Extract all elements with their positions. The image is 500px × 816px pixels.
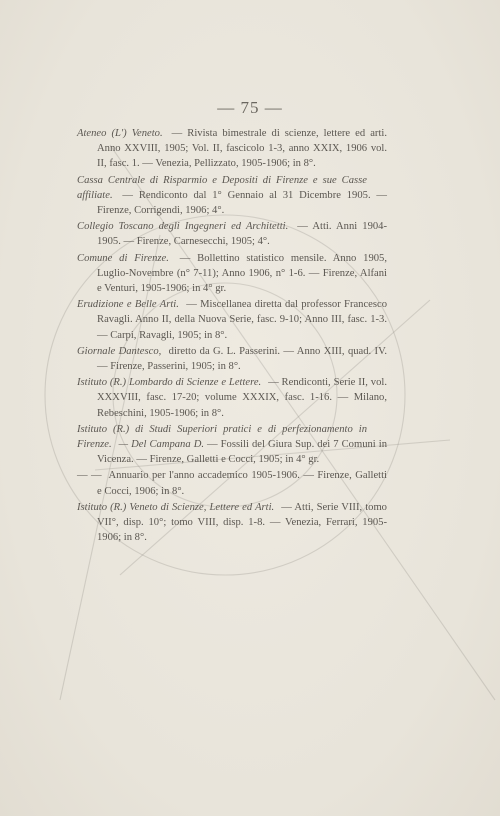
entry-body: — Fossili del Giura Sup. dei 7 Comuni in Vicenza. — Firenze, Galletti e Cocci, 1905; in 4° gr. [97,439,388,466]
entry-heading: — — [77,470,102,482]
entry-body: — Miscellanea diretta dal professor Francesco Ravagli. Anno II, della Nuova Serie, fasc. 9-10; Anno III, fasc. 1-3. — Carpi, Ravagli, 1905; in 8°. [97,299,388,341]
page-number: — 75 — [217,98,283,117]
bibliography-list [77,126,387,546]
bibliography-entry [77,251,387,297]
entry-body: — Atti, Serie VIII, tomo VII°, disp. 10°; tomo VIII, disp. 1-8. — Venezia, Ferrari, 1905-1906; in 8°. [97,501,387,544]
entry-heading: Istituto (R.) Veneto di Scienze, Lettere ed Arti. [77,501,275,513]
entry-heading: Istituto (R.) di Studi Superiori pratici e di perfezionamento in Firenze. [77,423,367,451]
entry-heading: Comune di Firenze. [77,252,169,264]
entry-author: — Del Campana D. [115,439,204,451]
bibliography-entry [77,219,387,249]
bibliography-entry [77,500,387,546]
entry-heading: Giornale Dantesco, [77,345,162,357]
entry-heading: Cassa Centrale di Risparmio e Depositi di Firenze e sue Casse affiliate. [77,174,367,201]
bibliography-entry [77,375,387,421]
entry-heading: Collegio Toscano degli Ingegneri ed Architetti. [77,221,289,233]
bibliography-entry [77,297,387,343]
bibliography-entry [77,468,387,498]
entry-heading: Ateneo (L') Veneto. [77,128,163,139]
bibliography-entry [77,126,387,172]
entry-body: — Atti. Anni 1904-1905. — Firenze, Carnesecchi, 1905; 4°. [97,221,387,248]
bibliography-entry [77,173,387,219]
bibliography-entry [77,422,387,468]
entry-body: Annuario per l'anno accademico 1905-1906. — Firenze, Galletti e Cocci, 1906; in 8°. [97,470,388,497]
entry-body: — Rendiconti, Serie II, vol. XXXVIII, fasc. 17-20; volume XXXIX, fasc. 1-16. — Milano, Rebeschini, 1905-1906; in 8°. [97,377,387,419]
bibliography-entry [77,344,387,374]
entry-body: — Rivista bimestrale di scienze, lettere ed arti. Anno XXVIII, 1905; Vol. II, fascicolo 1-3, anno XXIX, 1906 vol. II, fasc. 1. — Venezia, Pellizzato, 1905-1906; in 8°. [97,128,387,170]
entry-body: — Bollettino statistico mensile. Anno 1905, Luglio-Novembre (n° 7-11); Anno 1906, n° 1-6. — Firenze, Alfani e Venturi, 1905-1906; in 4° gr. [97,252,387,295]
entry-body: diretto da G. L. Passerini. — Anno XIII, quad. IV. — Firenze, Passerini, 1905; in 8°. [97,345,388,373]
entry-heading: Erudizione e Belle Arti. [77,299,179,311]
entry-heading: Istituto (R.) Lombardo di Scienze e Lettere. [77,377,262,389]
entry-body: — Rendiconto dal 1° Gennaio al 31 Dicembre 1905. — Firenze, Corrigendi, 1906; 4°. [97,189,387,217]
